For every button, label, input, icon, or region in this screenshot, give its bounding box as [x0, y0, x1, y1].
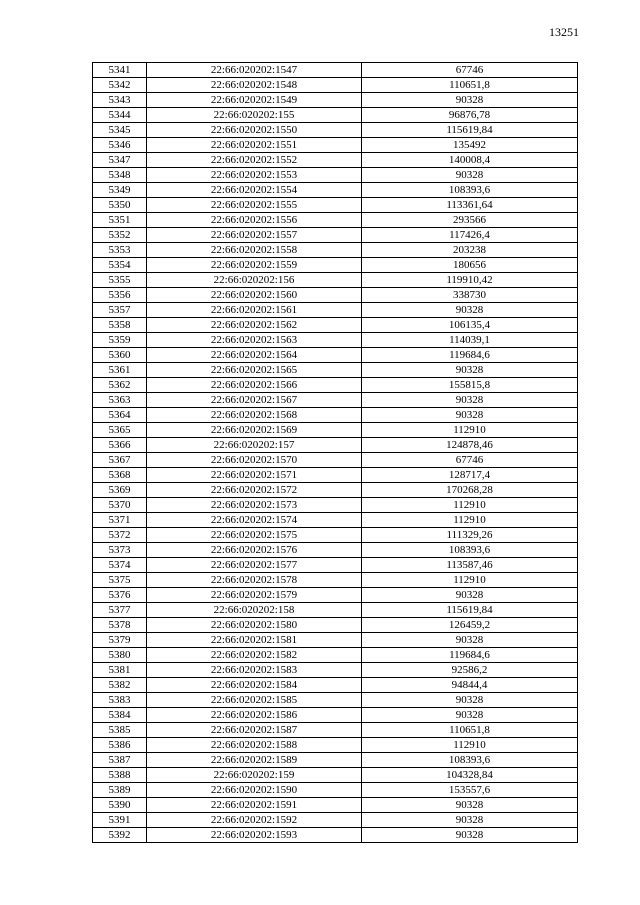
- table-row: [93, 603, 578, 618]
- row-number-cell: 5366: [93, 438, 147, 453]
- cadastral-value-cell: 119910,42: [362, 273, 578, 288]
- cadastral-value-cell: 112910: [362, 423, 578, 438]
- cadastral-value-cell: 90328: [362, 93, 578, 108]
- cadastral-value-cell: 90328: [362, 708, 578, 723]
- row-number-cell: 5343: [93, 93, 147, 108]
- table-row: [93, 588, 578, 603]
- table-row: [93, 513, 578, 528]
- row-number-cell: 5392: [93, 828, 147, 843]
- cadastral-number-cell: 22:66:020202:1588: [147, 738, 362, 753]
- cadastral-number-cell: 22:66:020202:1575: [147, 528, 362, 543]
- cadastral-value-cell: 90328: [362, 363, 578, 378]
- cadastral-value-cell: 90328: [362, 588, 578, 603]
- table-row: [93, 303, 578, 318]
- cadastral-number-cell: 22:66:020202:1567: [147, 393, 362, 408]
- table-row: [93, 258, 578, 273]
- table-row: [93, 63, 578, 78]
- cadastral-value-cell: 90328: [362, 828, 578, 843]
- table-row: [93, 738, 578, 753]
- row-number-cell: 5384: [93, 708, 147, 723]
- row-number-cell: 5387: [93, 753, 147, 768]
- cadastral-value-cell: 140008,4: [362, 153, 578, 168]
- table-row: [93, 678, 578, 693]
- row-number-cell: 5356: [93, 288, 147, 303]
- row-number-cell: 5388: [93, 768, 147, 783]
- table-body: [93, 63, 578, 843]
- row-number-cell: 5364: [93, 408, 147, 423]
- table-row: [93, 78, 578, 93]
- cadastral-value-cell: 90328: [362, 303, 578, 318]
- cadastral-value-cell: 92586,2: [362, 663, 578, 678]
- row-number-cell: 5380: [93, 648, 147, 663]
- row-number-cell: 5358: [93, 318, 147, 333]
- cadastral-number-cell: 22:66:020202:1592: [147, 813, 362, 828]
- cadastral-value-cell: 112910: [362, 738, 578, 753]
- row-number-cell: 5354: [93, 258, 147, 273]
- cadastral-value-cell: 135492: [362, 138, 578, 153]
- cadastral-number-cell: 22:66:020202:1564: [147, 348, 362, 363]
- table-row: [93, 198, 578, 213]
- cadastral-value-cell: 117426,4: [362, 228, 578, 243]
- cadastral-value-cell: 67746: [362, 453, 578, 468]
- cadastral-number-cell: 22:66:020202:1577: [147, 558, 362, 573]
- cadastral-value-cell: 108393,6: [362, 753, 578, 768]
- cadastral-value-cell: 90328: [362, 633, 578, 648]
- cadastral-number-cell: 22:66:020202:1548: [147, 78, 362, 93]
- cadastral-value-cell: 90328: [362, 408, 578, 423]
- table-row: [93, 543, 578, 558]
- cadastral-value-cell: 155815,8: [362, 378, 578, 393]
- cadastral-value-table: [92, 62, 578, 843]
- cadastral-value-cell: 119684,6: [362, 648, 578, 663]
- row-number-cell: 5374: [93, 558, 147, 573]
- row-number-cell: 5372: [93, 528, 147, 543]
- cadastral-value-cell: 203238: [362, 243, 578, 258]
- table-row: [93, 468, 578, 483]
- cadastral-number-cell: 22:66:020202:1590: [147, 783, 362, 798]
- cadastral-value-cell: 90328: [362, 798, 578, 813]
- cadastral-number-cell: 22:66:020202:1558: [147, 243, 362, 258]
- cadastral-value-cell: 114039,1: [362, 333, 578, 348]
- row-number-cell: 5348: [93, 168, 147, 183]
- cadastral-number-cell: 22:66:020202:1559: [147, 258, 362, 273]
- cadastral-number-cell: 22:66:020202:1550: [147, 123, 362, 138]
- cadastral-number-cell: 22:66:020202:1553: [147, 168, 362, 183]
- table-row: [93, 123, 578, 138]
- table-row: [93, 288, 578, 303]
- cadastral-value-cell: 153557,6: [362, 783, 578, 798]
- cadastral-number-cell: 22:66:020202:1571: [147, 468, 362, 483]
- cadastral-value-cell: 104328,84: [362, 768, 578, 783]
- page-number: 13251: [549, 25, 579, 39]
- cadastral-value-cell: 96876,78: [362, 108, 578, 123]
- row-number-cell: 5359: [93, 333, 147, 348]
- table-row: [93, 648, 578, 663]
- cadastral-number-cell: 22:66:020202:1554: [147, 183, 362, 198]
- cadastral-value-cell: 128717,4: [362, 468, 578, 483]
- cadastral-value-cell: 112910: [362, 573, 578, 588]
- table-row: [93, 768, 578, 783]
- table-row: [93, 423, 578, 438]
- table-row: [93, 798, 578, 813]
- cadastral-number-cell: 22:66:020202:157: [147, 438, 362, 453]
- cadastral-number-cell: 22:66:020202:1586: [147, 708, 362, 723]
- table-row: [93, 108, 578, 123]
- table-row: [93, 348, 578, 363]
- cadastral-value-cell: 106135,4: [362, 318, 578, 333]
- table-row: [93, 498, 578, 513]
- table-row: [93, 453, 578, 468]
- table-row: [93, 558, 578, 573]
- cadastral-value-cell: 180656: [362, 258, 578, 273]
- cadastral-number-cell: 22:66:020202:1582: [147, 648, 362, 663]
- table-row: [93, 693, 578, 708]
- table-row: [93, 153, 578, 168]
- table-row: [93, 243, 578, 258]
- cadastral-number-cell: 22:66:020202:1557: [147, 228, 362, 243]
- cadastral-value-cell: 338730: [362, 288, 578, 303]
- cadastral-number-cell: 22:66:020202:1549: [147, 93, 362, 108]
- cadastral-number-cell: 22:66:020202:1560: [147, 288, 362, 303]
- cadastral-value-cell: 111329,26: [362, 528, 578, 543]
- cadastral-number-cell: 22:66:020202:1585: [147, 693, 362, 708]
- cadastral-number-cell: 22:66:020202:158: [147, 603, 362, 618]
- table-row: [93, 93, 578, 108]
- cadastral-value-cell: 108393,6: [362, 183, 578, 198]
- row-number-cell: 5352: [93, 228, 147, 243]
- row-number-cell: 5377: [93, 603, 147, 618]
- row-number-cell: 5382: [93, 678, 147, 693]
- row-number-cell: 5344: [93, 108, 147, 123]
- row-number-cell: 5360: [93, 348, 147, 363]
- row-number-cell: 5347: [93, 153, 147, 168]
- cadastral-number-cell: 22:66:020202:1583: [147, 663, 362, 678]
- cadastral-number-cell: 22:66:020202:1576: [147, 543, 362, 558]
- row-number-cell: 5371: [93, 513, 147, 528]
- table-row: [93, 828, 578, 843]
- cadastral-value-cell: 94844,4: [362, 678, 578, 693]
- table-row: [93, 213, 578, 228]
- table-row: [93, 723, 578, 738]
- row-number-cell: 5381: [93, 663, 147, 678]
- table-row: [93, 813, 578, 828]
- cadastral-number-cell: 22:66:020202:1547: [147, 63, 362, 78]
- row-number-cell: 5362: [93, 378, 147, 393]
- table-row: [93, 483, 578, 498]
- cadastral-number-cell: 22:66:020202:156: [147, 273, 362, 288]
- cadastral-number-cell: 22:66:020202:1574: [147, 513, 362, 528]
- row-number-cell: 5390: [93, 798, 147, 813]
- row-number-cell: 5385: [93, 723, 147, 738]
- cadastral-number-cell: 22:66:020202:1573: [147, 498, 362, 513]
- table-row: [93, 168, 578, 183]
- row-number-cell: 5353: [93, 243, 147, 258]
- cadastral-number-cell: 22:66:020202:1570: [147, 453, 362, 468]
- table-row: [93, 393, 578, 408]
- cadastral-value-cell: 124878,46: [362, 438, 578, 453]
- row-number-cell: 5389: [93, 783, 147, 798]
- row-number-cell: 5376: [93, 588, 147, 603]
- table-row: [93, 408, 578, 423]
- row-number-cell: 5355: [93, 273, 147, 288]
- row-number-cell: 5367: [93, 453, 147, 468]
- row-number-cell: 5369: [93, 483, 147, 498]
- table-row: [93, 273, 578, 288]
- cadastral-number-cell: 22:66:020202:1589: [147, 753, 362, 768]
- cadastral-value-cell: 113361,64: [362, 198, 578, 213]
- table-row: [93, 138, 578, 153]
- cadastral-number-cell: 22:66:020202:1565: [147, 363, 362, 378]
- cadastral-number-cell: 22:66:020202:1579: [147, 588, 362, 603]
- cadastral-number-cell: 22:66:020202:1562: [147, 318, 362, 333]
- table-row: [93, 363, 578, 378]
- table-row: [93, 663, 578, 678]
- cadastral-value-cell: 115619,84: [362, 603, 578, 618]
- row-number-cell: 5375: [93, 573, 147, 588]
- row-number-cell: 5342: [93, 78, 147, 93]
- cadastral-number-cell: 22:66:020202:1563: [147, 333, 362, 348]
- cadastral-value-cell: 110651,8: [362, 723, 578, 738]
- cadastral-value-cell: 170268,28: [362, 483, 578, 498]
- cadastral-value-cell: 67746: [362, 63, 578, 78]
- row-number-cell: 5379: [93, 633, 147, 648]
- cadastral-number-cell: 22:66:020202:1566: [147, 378, 362, 393]
- cadastral-number-cell: 22:66:020202:159: [147, 768, 362, 783]
- cadastral-number-cell: 22:66:020202:1593: [147, 828, 362, 843]
- row-number-cell: 5365: [93, 423, 147, 438]
- row-number-cell: 5383: [93, 693, 147, 708]
- cadastral-value-cell: 110651,8: [362, 78, 578, 93]
- cadastral-value-cell: 115619,84: [362, 123, 578, 138]
- row-number-cell: 5370: [93, 498, 147, 513]
- cadastral-number-cell: 22:66:020202:1555: [147, 198, 362, 213]
- cadastral-value-cell: 126459,2: [362, 618, 578, 633]
- cadastral-number-cell: 22:66:020202:1552: [147, 153, 362, 168]
- row-number-cell: 5349: [93, 183, 147, 198]
- cadastral-value-cell: 113587,46: [362, 558, 578, 573]
- cadastral-number-cell: 22:66:020202:1561: [147, 303, 362, 318]
- table-row: [93, 318, 578, 333]
- cadastral-number-cell: 22:66:020202:1551: [147, 138, 362, 153]
- row-number-cell: 5345: [93, 123, 147, 138]
- cadastral-number-cell: 22:66:020202:1569: [147, 423, 362, 438]
- row-number-cell: 5391: [93, 813, 147, 828]
- cadastral-value-cell: 90328: [362, 693, 578, 708]
- table-row: [93, 333, 578, 348]
- cadastral-number-cell: 22:66:020202:1572: [147, 483, 362, 498]
- row-number-cell: 5378: [93, 618, 147, 633]
- row-number-cell: 5386: [93, 738, 147, 753]
- cadastral-number-cell: 22:66:020202:1581: [147, 633, 362, 648]
- row-number-cell: 5350: [93, 198, 147, 213]
- table-row: [93, 783, 578, 798]
- row-number-cell: 5341: [93, 63, 147, 78]
- cadastral-value-cell: 112910: [362, 498, 578, 513]
- cadastral-number-cell: 22:66:020202:1568: [147, 408, 362, 423]
- row-number-cell: 5363: [93, 393, 147, 408]
- table-row: [93, 378, 578, 393]
- table-row: [93, 528, 578, 543]
- cadastral-value-cell: 108393,6: [362, 543, 578, 558]
- row-number-cell: 5373: [93, 543, 147, 558]
- cadastral-number-cell: 22:66:020202:1580: [147, 618, 362, 633]
- table-row: [93, 708, 578, 723]
- cadastral-value-cell: 119684,6: [362, 348, 578, 363]
- cadastral-value-cell: 112910: [362, 513, 578, 528]
- cadastral-value-cell: 90328: [362, 393, 578, 408]
- cadastral-number-cell: 22:66:020202:1584: [147, 678, 362, 693]
- cadastral-number-cell: 22:66:020202:1556: [147, 213, 362, 228]
- cadastral-number-cell: 22:66:020202:1591: [147, 798, 362, 813]
- table-row: [93, 618, 578, 633]
- table-row: [93, 183, 578, 198]
- row-number-cell: 5368: [93, 468, 147, 483]
- table-row: [93, 573, 578, 588]
- cadastral-value-cell: 90328: [362, 813, 578, 828]
- row-number-cell: 5357: [93, 303, 147, 318]
- table-row: [93, 228, 578, 243]
- table-row: [93, 753, 578, 768]
- cadastral-value-cell: 90328: [362, 168, 578, 183]
- row-number-cell: 5351: [93, 213, 147, 228]
- table-row: [93, 633, 578, 648]
- cadastral-value-cell: 293566: [362, 213, 578, 228]
- cadastral-number-cell: 22:66:020202:1587: [147, 723, 362, 738]
- cadastral-number-cell: 22:66:020202:155: [147, 108, 362, 123]
- row-number-cell: 5346: [93, 138, 147, 153]
- row-number-cell: 5361: [93, 363, 147, 378]
- cadastral-number-cell: 22:66:020202:1578: [147, 573, 362, 588]
- table-row: [93, 438, 578, 453]
